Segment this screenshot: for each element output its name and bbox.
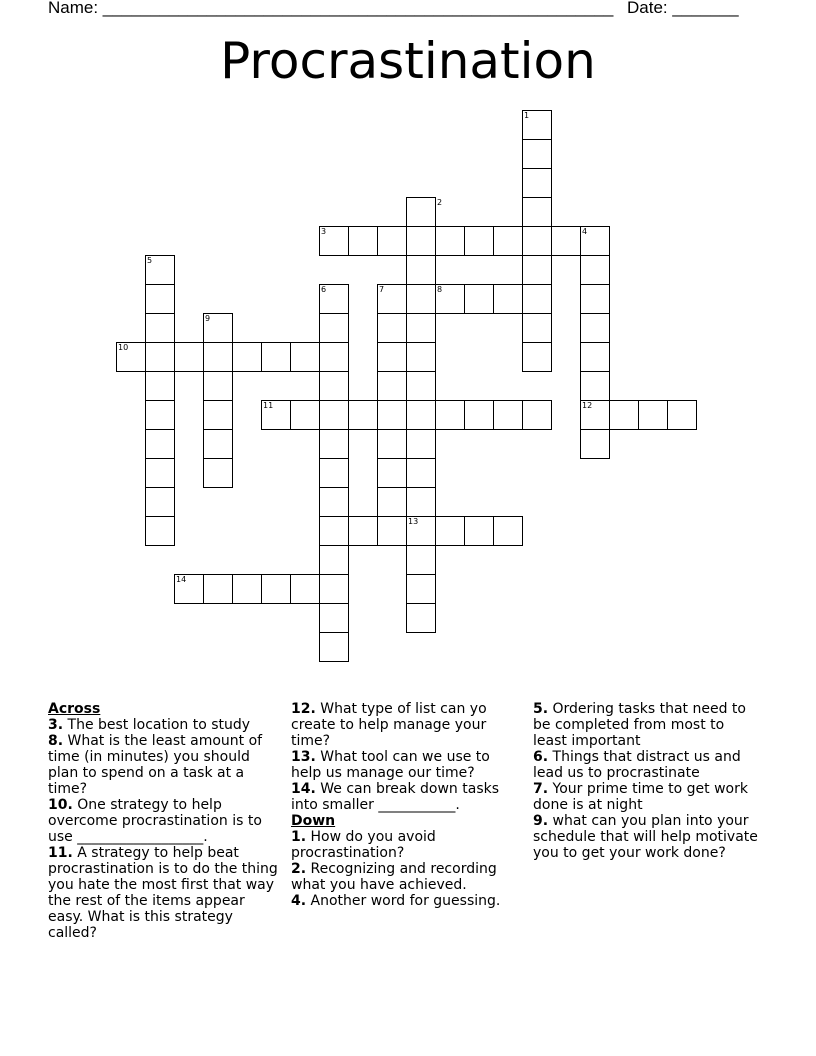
grid-cell[interactable] [319,545,349,575]
clue-item [291,781,516,813]
grid-cell[interactable] [377,429,407,459]
clue-item [291,749,516,781]
clues-column-1 [48,701,280,941]
grid-cell[interactable] [522,226,552,256]
grid-cell[interactable] [319,313,349,343]
grid-cell[interactable] [145,516,175,546]
grid-cell[interactable] [406,226,436,256]
clue-item-text: What type of list can yo create to help manage your time? [291,701,487,749]
grid-cell[interactable] [493,284,523,314]
grid-cell[interactable] [203,574,233,604]
grid-cell[interactable] [145,400,175,430]
grid-cell[interactable] [290,400,320,430]
grid-cell[interactable] [348,226,378,256]
clue-item-text: Ordering tasks that need to be completed from most to least important [533,701,746,749]
clue-number-10: 10 [118,343,129,352]
grid-cell[interactable] [377,516,407,546]
grid-cell[interactable] [580,255,610,285]
grid-cell[interactable] [232,574,262,604]
clue-item-text: Another word for guessing. [306,893,501,909]
grid-cell[interactable] [377,487,407,517]
clue-item-number: 8. [48,733,64,749]
grid-cell[interactable] [609,400,639,430]
clue-number-11: 11 [263,401,274,410]
grid-cell[interactable] [145,429,175,459]
clue-item-number: 11. [48,845,73,861]
grid-cell[interactable] [406,255,436,285]
clue-item-text: One strategy to help overcome procrastination is to use __________________. [48,797,262,845]
grid-cell[interactable] [348,516,378,546]
grid-cell[interactable] [580,284,610,314]
grid-cell[interactable] [406,342,436,372]
grid-cell[interactable] [406,458,436,488]
clue-item-number: 5. [533,701,549,717]
clue-item-text: what can you plan into your schedule that will help motivate you to get your work done? [533,813,758,861]
grid-cell[interactable] [406,313,436,343]
grid-cell[interactable] [145,487,175,517]
grid-cell[interactable] [522,284,552,314]
clue-item-number: 4. [291,893,307,909]
grid-cell[interactable] [319,458,349,488]
clue-item [291,861,516,893]
clue-number-6: 6 [321,285,327,294]
grid-cell[interactable] [203,342,233,372]
grid-cell[interactable] [348,400,378,430]
clue-item-text: Things that distract us and lead us to procrastinate [533,749,741,781]
clue-item-text: What is the least amount of time (in minutes) you should plan to spend on a task at a time? [48,733,263,797]
clue-item-text: Recognizing and recording what you have achieved. [291,861,497,893]
grid-cell[interactable] [406,487,436,517]
grid-cell[interactable] [319,516,349,546]
clue-item-number: 13. [291,749,316,765]
grid-cell[interactable] [319,400,349,430]
clue-item-text: Your prime time to get work done is at night [533,781,748,813]
grid-cell[interactable] [319,487,349,517]
clue-item-text: How do you avoid procrastination? [291,829,436,861]
grid-cell[interactable] [319,371,349,401]
grid-cell[interactable] [145,342,175,372]
clue-item [48,733,280,797]
clue-number-3: 3 [321,227,327,236]
grid-cell[interactable] [203,429,233,459]
clue-item [291,701,516,749]
grid-cell[interactable] [319,603,349,633]
grid-cell[interactable] [145,284,175,314]
grid-cell[interactable] [638,400,668,430]
clue-number-13: 13 [408,517,419,526]
grid-cell[interactable] [435,516,465,546]
grid-cell[interactable] [580,429,610,459]
grid-cell[interactable] [232,342,262,372]
clue-number-8: 8 [437,285,443,294]
clue-number-12: 12 [582,401,593,410]
grid-cell[interactable] [319,632,349,662]
clue-item [48,797,280,845]
grid-cell[interactable] [406,371,436,401]
grid-cell[interactable] [464,400,494,430]
grid-cell[interactable] [174,342,204,372]
grid-cell[interactable] [522,139,552,169]
clue-item-number: 10. [48,797,73,813]
clue-number-5: 5 [147,256,153,265]
grid-cell[interactable] [493,516,523,546]
grid-cell[interactable] [261,342,291,372]
clue-item-number: 3. [48,717,64,733]
clue-item [48,845,280,941]
clue-item [291,893,516,909]
clue-item [48,717,280,733]
grid-cell[interactable] [406,400,436,430]
clue-number-7: 7 [379,285,385,294]
grid-cell[interactable] [464,226,494,256]
grid-cell[interactable] [522,342,552,372]
grid-cell[interactable] [406,429,436,459]
clue-number-14: 14 [176,575,187,584]
clue-item [533,749,758,781]
clue-item-number: 1. [291,829,307,845]
grid-cell[interactable] [377,342,407,372]
page-title: Procrastination [220,32,596,90]
grid-cell[interactable] [377,400,407,430]
clue-number-2: 2 [437,198,443,207]
clues-column-2 [291,701,516,909]
grid-cell[interactable] [261,574,291,604]
clue-item-number: 6. [533,749,549,765]
grid-cell[interactable] [290,342,320,372]
clue-item-text: What tool can we use to help us manage our time? [291,749,490,781]
grid-cell[interactable] [464,516,494,546]
grid-cell[interactable] [493,226,523,256]
grid-cell[interactable] [203,458,233,488]
clue-number-4: 4 [582,227,588,236]
grid-cell[interactable] [319,342,349,372]
clue-number-1: 1 [524,111,530,120]
grid-cell[interactable] [522,168,552,198]
clue-item-number: 9. [533,813,549,829]
grid-cell[interactable] [319,574,349,604]
grid-cell[interactable] [522,313,552,343]
across-heading: Across [48,701,101,717]
grid-cell[interactable] [464,284,494,314]
clue-item [533,813,758,861]
grid-cell[interactable] [580,342,610,372]
grid-cell[interactable] [377,226,407,256]
grid-cell[interactable] [377,371,407,401]
clue-item [291,829,516,861]
date-field-label: Date: _______ [627,0,739,17]
grid-cell[interactable] [203,400,233,430]
clue-item [533,781,758,813]
grid-cell[interactable] [290,574,320,604]
name-field-label: Name: ______________________________________________________ [48,0,614,17]
grid-cell[interactable] [406,197,436,227]
grid-cell[interactable] [406,574,436,604]
clue-item [533,701,758,749]
grid-cell[interactable] [667,400,697,430]
grid-cell[interactable] [145,371,175,401]
grid-cell[interactable] [551,226,581,256]
grid-cell[interactable] [580,371,610,401]
down-heading: Down [291,813,336,829]
grid-cell[interactable] [493,400,523,430]
grid-cell[interactable] [522,255,552,285]
clue-item-text: A strategy to help beat procrastination is to do the thing you hate the most first that way the rest of the items appear easy. What is this strategy called? [48,845,278,941]
grid-cell[interactable] [145,458,175,488]
clue-item-number: 14. [291,781,316,797]
grid-cell[interactable] [406,603,436,633]
clue-item-number: 7. [533,781,549,797]
grid-cell[interactable] [377,313,407,343]
clue-number-9: 9 [205,314,211,323]
grid-cell[interactable] [203,371,233,401]
grid-cell[interactable] [522,400,552,430]
grid-cell[interactable] [145,313,175,343]
grid-cell[interactable] [406,545,436,575]
clues-column-3 [533,701,758,861]
grid-cell[interactable] [522,197,552,227]
grid-cell[interactable] [377,458,407,488]
grid-cell[interactable] [319,429,349,459]
clue-item-number: 2. [291,861,307,877]
grid-cell[interactable] [435,400,465,430]
clue-item-text: The best location to study [63,717,251,733]
grid-cell[interactable] [580,313,610,343]
clue-item-text: We can break down tasks into smaller ___________. [291,781,500,813]
grid-cell[interactable] [406,284,436,314]
clue-item-number: 12. [291,701,316,717]
grid-cell[interactable] [435,226,465,256]
